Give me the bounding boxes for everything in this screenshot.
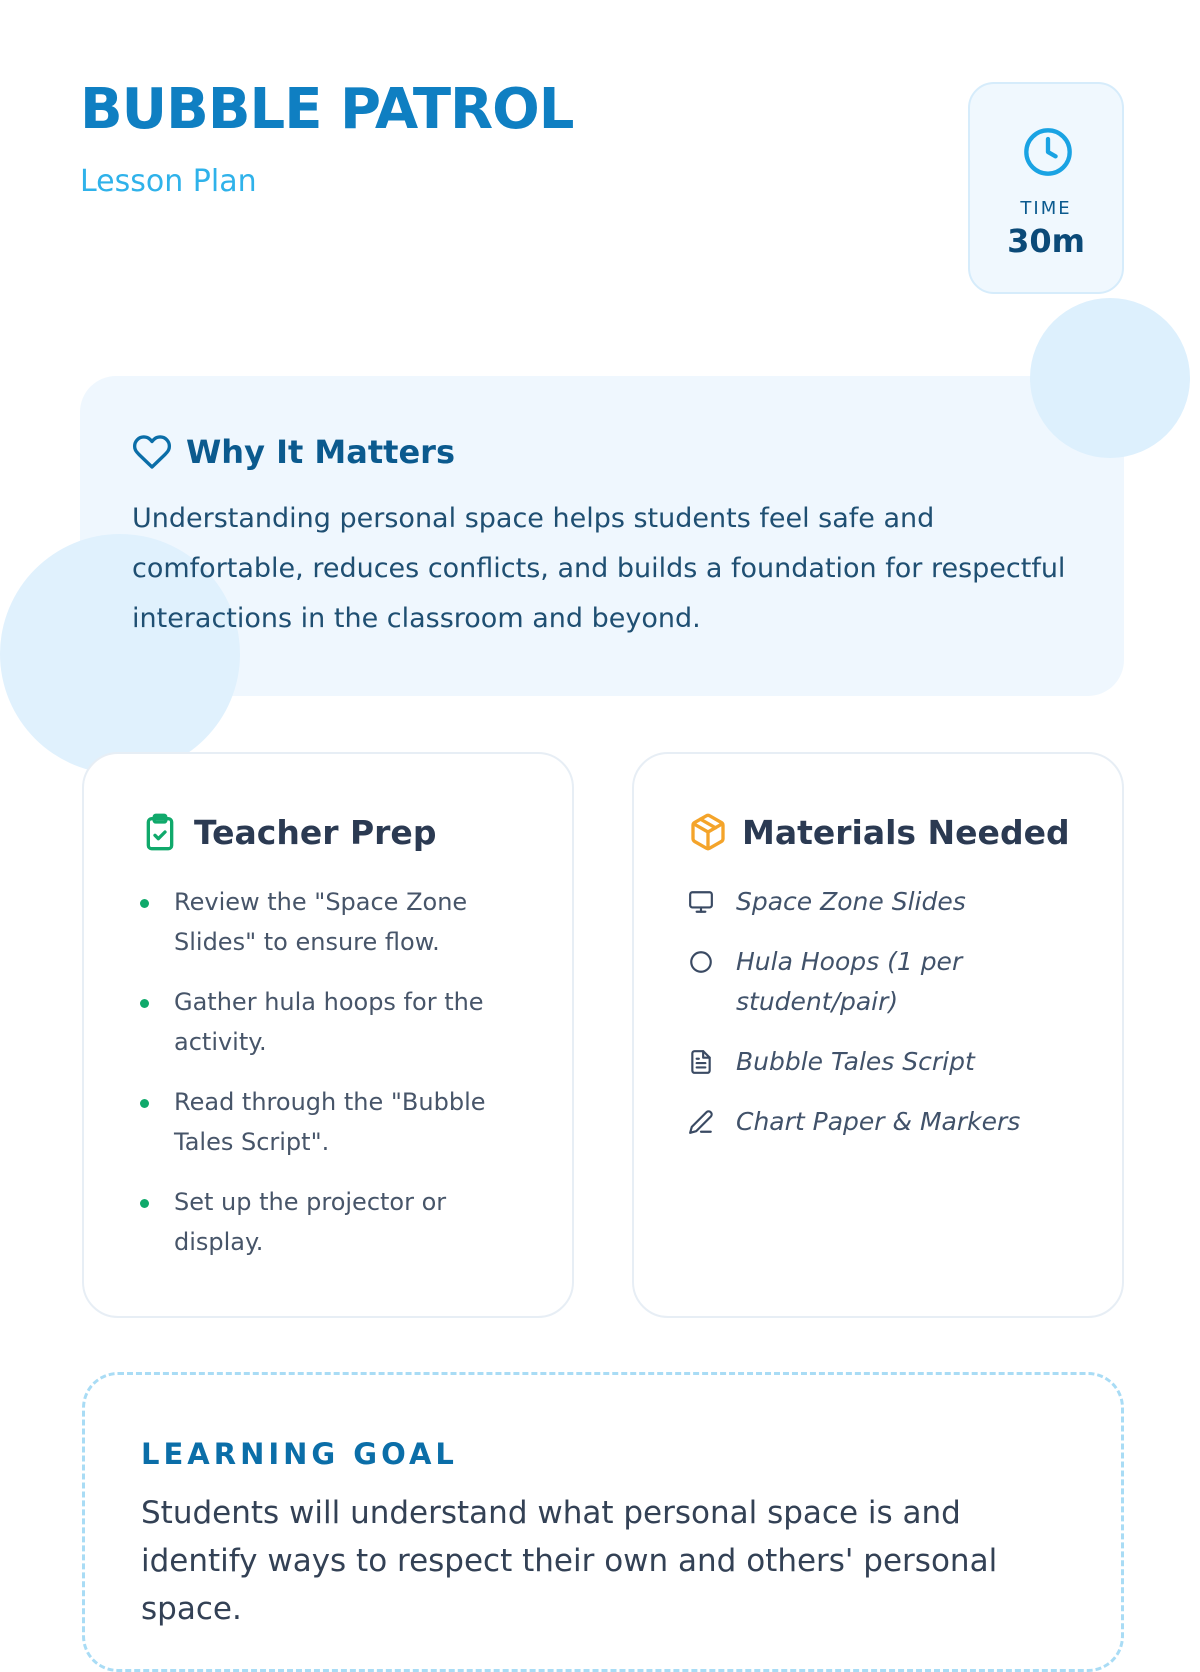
page-subtitle: Lesson Plan <box>80 164 257 199</box>
circle-icon <box>688 949 714 975</box>
monitor-icon <box>688 889 714 915</box>
document-icon <box>688 1049 714 1075</box>
bullet-dot <box>140 1099 149 1108</box>
learning-goal-label: LEARNING GOAL <box>141 1437 458 1471</box>
teacher-prep-list <box>140 882 520 1282</box>
heart-icon <box>132 432 172 472</box>
pen-icon <box>688 1109 714 1135</box>
list-item <box>688 882 1088 922</box>
materials-needed-title: Materials Needed <box>742 812 1070 852</box>
teacher-prep-header <box>140 812 436 852</box>
learning-goal-card <box>82 1372 1124 1672</box>
list-item <box>140 1182 520 1262</box>
list-item <box>688 942 1088 1022</box>
why-it-matters-card <box>80 376 1124 696</box>
clipboard-check-icon <box>140 812 180 852</box>
teacher-prep-title: Teacher Prep <box>194 812 437 852</box>
materials-needed-card <box>632 752 1124 1318</box>
list-item-text: Read through the "Bubble Tales Script". <box>174 1088 486 1156</box>
time-value: 30m <box>1007 222 1085 260</box>
list-item-text: Review the "Space Zone Slides" to ensure flow. <box>174 888 468 956</box>
list-item-text: Chart Paper & Markers <box>736 1107 1021 1136</box>
why-it-matters-text: Understanding personal space helps students feel safe and comfortable, reduces conflicts, and builds a foundation for respectful interactions in the classroom and beyond. <box>132 503 1066 634</box>
bullet-dot <box>140 1199 149 1208</box>
bullet-dot <box>140 899 149 908</box>
package-icon <box>688 812 728 852</box>
list-item-text: Set up the projector or display. <box>174 1188 447 1256</box>
list-item <box>140 1082 520 1162</box>
list-item <box>140 982 520 1062</box>
list-item-text: Space Zone Slides <box>736 887 966 916</box>
teacher-prep-card <box>82 752 574 1318</box>
list-item <box>140 882 520 962</box>
decorative-bubble <box>1030 298 1190 458</box>
clock-icon <box>1022 126 1074 178</box>
bullet-dot <box>140 999 149 1008</box>
page-title: BUBBLE PATROL <box>80 77 574 142</box>
why-it-matters-header <box>132 432 455 472</box>
list-item <box>688 1102 1088 1142</box>
list-item <box>688 1042 1088 1082</box>
learning-goal-text: Students will understand what personal space is and identify ways to respect their own and others' personal space. <box>141 1495 998 1627</box>
list-item-text: Bubble Tales Script <box>736 1047 975 1076</box>
materials-list <box>688 882 1088 1162</box>
materials-needed-header <box>688 812 1070 852</box>
why-it-matters-title: Why It Matters <box>186 433 455 471</box>
time-card <box>968 82 1124 294</box>
time-label: TIME <box>1020 198 1072 219</box>
list-item-text: Hula Hoops (1 per student/pair) <box>736 947 963 1016</box>
list-item-text: Gather hula hoops for the activity. <box>174 988 484 1056</box>
